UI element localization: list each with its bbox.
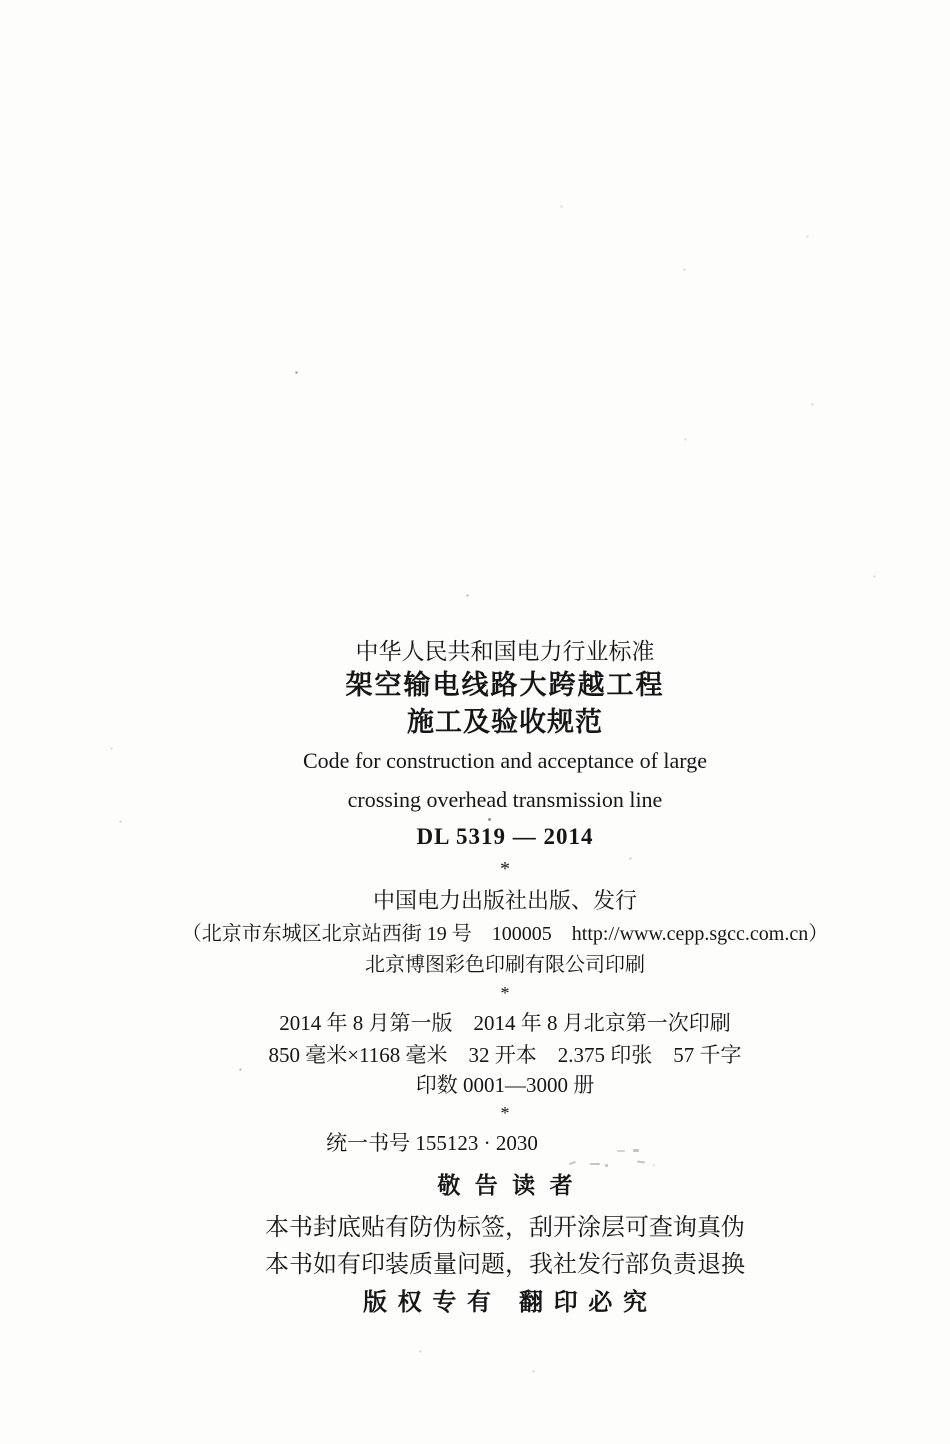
format-line: 850 毫米×1168 毫米 32 开本 2.375 印张 57 千字	[268, 1043, 742, 1067]
book-title-en-line2: crossing overhead transmission line	[347, 787, 663, 812]
book-title-en-line1: Code for construction and acceptance of large	[303, 748, 707, 773]
printer-line: 北京博图彩色印刷有限公司印刷	[365, 954, 645, 976]
standard-number: DL 5319 — 2014	[416, 824, 594, 849]
edition-line: 2014 年 8 月第一版 2014 年 8 月北京第一次印刷	[279, 1011, 731, 1035]
scan-speckles	[0, 0, 1, 1]
separator-star-1: *	[500, 858, 510, 880]
publisher-address-line: （北京市东城区北京站西街 19 号 100005 http://www.cepp.sgcc.com.cn）	[181, 923, 829, 945]
copyright-notice: 版 权 专 有 翻 印 必 究	[362, 1289, 649, 1316]
book-title-zh-line1: 架空输电线路大跨越工程	[345, 670, 665, 700]
print-run-line: 印数 0001—3000 册	[415, 1073, 595, 1097]
colophon-block	[60, 636, 950, 1321]
unified-book-number: 统一书号 155123 · 2030	[326, 1131, 538, 1155]
separator-star-3: *	[500, 1103, 510, 1123]
reader-notice-line2: 本书如有印装质量问题，我社发行部负责退换	[265, 1252, 745, 1278]
standard-label: 中华人民共和国电力行业标准	[355, 638, 655, 664]
separator-star-2: *	[500, 983, 510, 1003]
reader-notice-line1: 本书封底贴有防伪标签，刮开涂层可查询真伪	[265, 1215, 745, 1241]
book-title-zh-line2: 施工及验收规范	[407, 707, 603, 737]
publisher-line: 中国电力出版社出版、发行	[372, 888, 637, 913]
reader-notice-heading: 敬 告 读 者	[437, 1172, 577, 1198]
